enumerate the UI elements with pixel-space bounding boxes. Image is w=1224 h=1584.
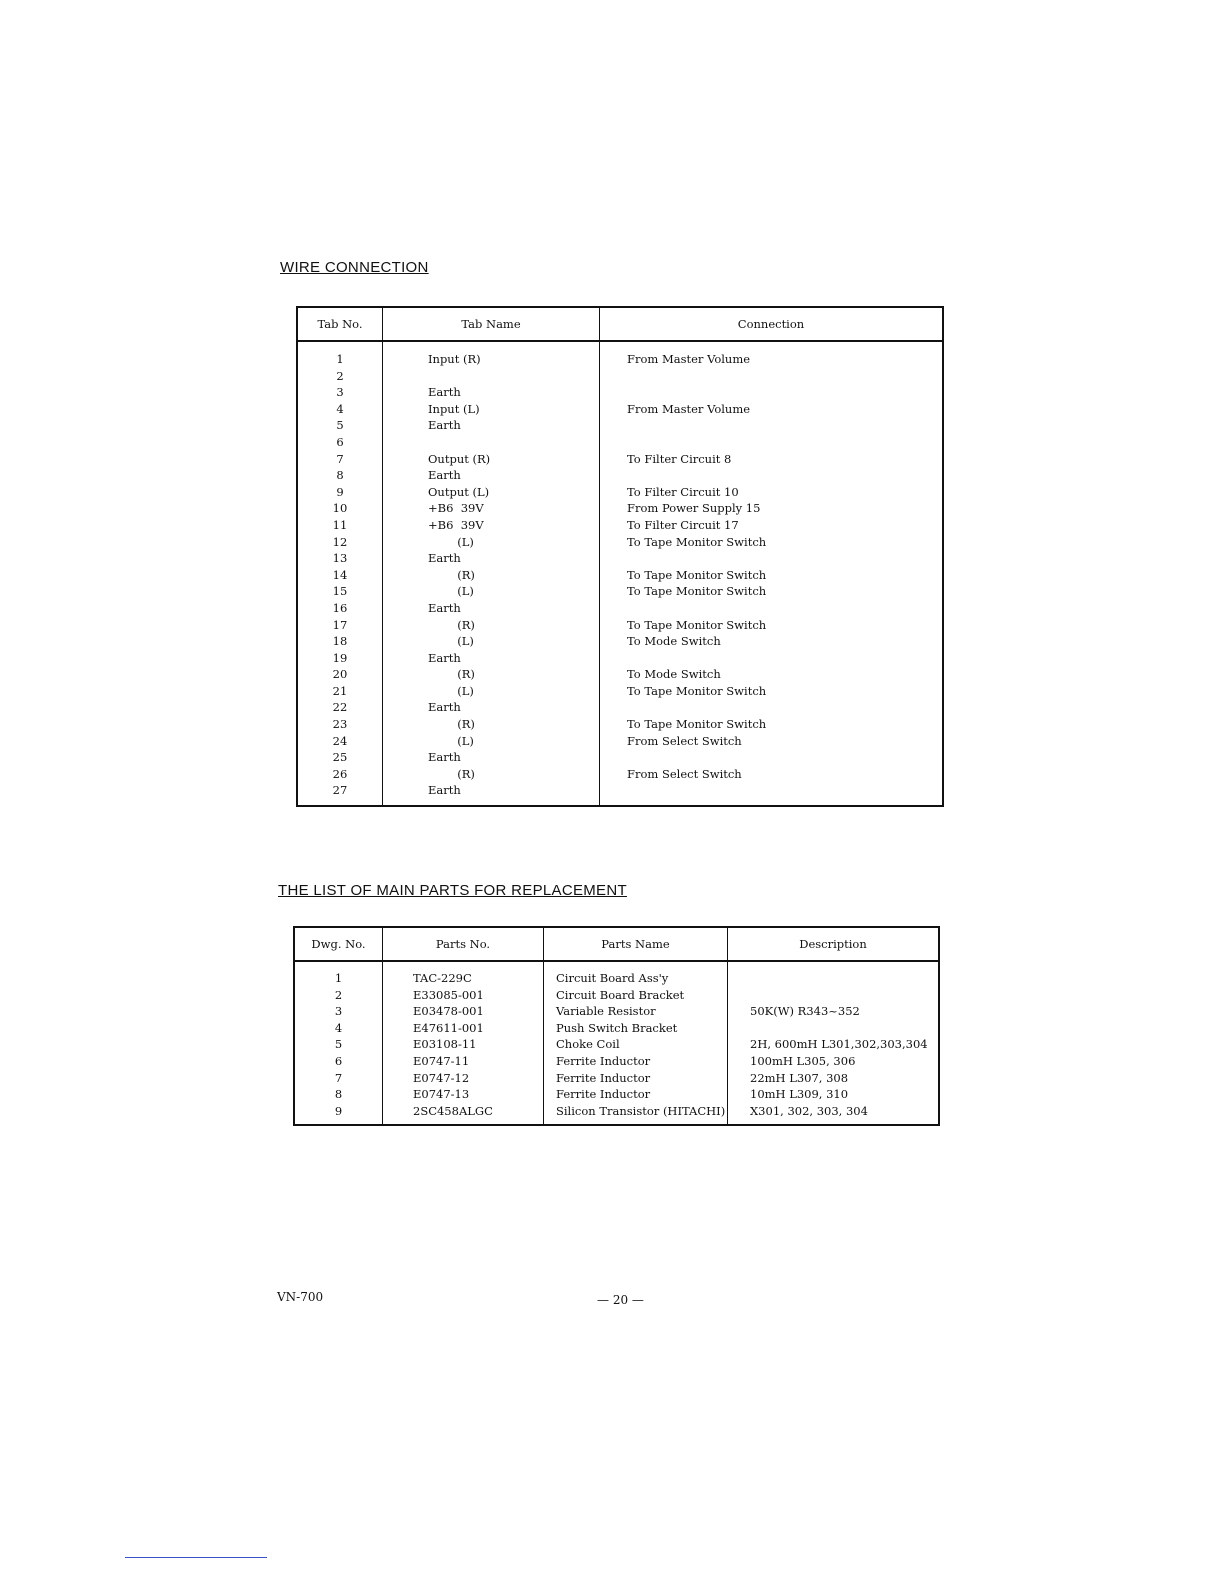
parts-name-cell: Choke Coil [544,1036,728,1053]
table-row [294,961,939,987]
connection-cell [600,699,944,716]
connection-cell: To Tape Monitor Switch [600,683,944,700]
tab-no-cell: 21 [332,683,348,698]
tab-no-cell: 26 [332,766,348,781]
table-row [297,368,943,385]
table-row [297,666,943,683]
tab-no-cell: 25 [332,750,348,765]
parts-name-cell: Ferrite Inductor [544,1070,728,1087]
table-row [297,451,943,468]
connection-cell [600,650,944,667]
table-row [297,484,943,501]
tab-name-cell: Earth [383,417,600,434]
column-header-tab-no: Tab No. [297,307,383,341]
table-row [297,384,943,401]
table-row [297,683,943,700]
tab-name-cell: Earth [383,467,600,484]
page-number: — 20 — [597,1293,644,1307]
tab-name-cell: Earth [383,749,600,766]
table-row [297,733,943,750]
tab-no-cell: 19 [332,650,348,665]
tab-no-cell: 20 [332,667,348,682]
table-row [297,766,943,783]
connection-cell [600,749,944,766]
table-row [297,500,943,517]
dwg-no-cell: 1 [334,971,343,985]
connection-cell: From Master Volume [600,341,944,368]
table-row [297,341,943,368]
description-cell [728,1020,940,1037]
table-row [297,417,943,434]
connection-cell: From Select Switch [600,766,944,783]
connection-cell: From Master Volume [600,401,944,418]
table-row [297,434,943,451]
description-cell: X301, 302, 303, 304 [728,1103,940,1126]
parts-no-cell: 2SC458ALGC [383,1103,544,1126]
table-row [297,782,943,806]
tab-name-cell: Input (R) [383,341,600,368]
tab-no-cell: 13 [332,551,348,566]
table-row [294,1086,939,1103]
table-row [297,517,943,534]
tab-name-cell: Earth [383,782,600,806]
connection-cell [600,368,944,385]
dwg-no-cell: 3 [334,1004,343,1019]
tab-name-cell [383,368,600,385]
table-row [297,534,943,551]
tab-name-cell: (L) [383,683,600,700]
column-header-dwg-no: Dwg. No. [294,927,383,961]
table-row [297,401,943,418]
tab-name-cell [383,434,600,451]
dwg-no-cell: 7 [334,1070,343,1085]
table-row [294,1053,939,1070]
column-header-description: Description [728,927,940,961]
table-row [297,567,943,584]
parts-list-body [294,961,939,1125]
tab-name-cell: (R) [383,617,600,634]
parts-name-cell: Ferrite Inductor [544,1053,728,1070]
wire-connection-table [296,306,944,807]
table-row [297,699,943,716]
description-cell: 2H, 600mH L301,302,303,304 [728,1036,940,1053]
connection-cell [600,384,944,401]
tab-name-cell: Earth [383,600,600,617]
tab-name-cell: (L) [383,733,600,750]
parts-name-cell: Variable Resistor [544,1003,728,1020]
tab-no-cell: 1 [336,352,344,366]
tab-name-cell: Output (L) [383,484,600,501]
connection-cell: From Power Supply 15 [600,500,944,517]
parts-no-cell: E47611-001 [383,1020,544,1037]
table-header-row [297,307,943,341]
column-header-parts-no: Parts No. [383,927,544,961]
tab-no-cell: 5 [336,418,344,433]
connection-cell: To Tape Monitor Switch [600,534,944,551]
description-cell [728,961,940,987]
dwg-no-cell: 8 [334,1087,343,1102]
tab-no-cell: 2 [336,368,344,383]
parts-name-cell: Ferrite Inductor [544,1086,728,1103]
table-row [297,633,943,650]
tab-no-cell: 15 [332,584,348,599]
tab-no-cell: 4 [336,401,344,416]
table-row [294,1036,939,1053]
tab-no-cell: 27 [332,783,348,798]
tab-no-cell: 14 [332,567,348,582]
parts-no-cell: E03478-001 [383,1003,544,1020]
parts-list-title: THE LIST OF MAIN PARTS FOR REPLACEMENT [278,882,627,899]
connection-cell: To Mode Switch [600,666,944,683]
tab-name-cell: +B6 39V [383,517,600,534]
tab-no-cell: 9 [336,484,344,499]
table-row [297,550,943,567]
dwg-no-cell: 9 [334,1103,343,1118]
connection-cell [600,600,944,617]
tab-no-cell: 18 [332,634,348,649]
tab-name-cell: Earth [383,650,600,667]
tab-no-cell: 23 [332,717,348,732]
tab-name-cell: Input (L) [383,401,600,418]
parts-name-cell: Push Switch Bracket [544,1020,728,1037]
column-header-tab-name: Tab Name [383,307,600,341]
table-row [297,650,943,667]
parts-name-cell: Silicon Transistor (HITACHI) [544,1103,728,1126]
table-header-row [294,927,939,961]
column-header-connection: Connection [600,307,944,341]
column-header-parts-name: Parts Name [544,927,728,961]
tab-no-cell: 22 [332,700,348,715]
tab-name-cell: Earth [383,384,600,401]
table-row [294,1103,939,1126]
description-cell [728,987,940,1004]
description-cell: 22mH L307, 308 [728,1070,940,1087]
connection-cell: To Tape Monitor Switch [600,567,944,584]
connection-cell: To Tape Monitor Switch [600,583,944,600]
table-row [297,600,943,617]
tab-no-cell: 7 [336,451,344,466]
tab-name-cell: Earth [383,550,600,567]
tab-name-cell: (R) [383,716,600,733]
tab-no-cell: 8 [336,468,344,483]
table-row [294,987,939,1004]
table-row [294,1020,939,1037]
dwg-no-cell: 4 [334,1020,343,1035]
connection-cell: To Filter Circuit 17 [600,517,944,534]
wire-connection-title: WIRE CONNECTION [280,259,429,276]
table-row [297,716,943,733]
tab-name-cell: Output (R) [383,451,600,468]
connection-cell: To Tape Monitor Switch [600,617,944,634]
connection-cell: To Tape Monitor Switch [600,716,944,733]
footer-model-number: VN-700 [277,1290,324,1304]
parts-no-cell: E0747-12 [383,1070,544,1087]
tab-name-cell: (R) [383,567,600,584]
parts-name-cell: Circuit Board Ass'y [544,961,728,987]
table-row [294,1003,939,1020]
tab-name-cell: +B6 39V [383,500,600,517]
tab-name-cell: (L) [383,633,600,650]
description-cell: 10mH L309, 310 [728,1086,940,1103]
tab-no-cell: 6 [336,434,344,449]
connection-cell: To Filter Circuit 8 [600,451,944,468]
table-row [297,467,943,484]
parts-no-cell: E33085-001 [383,987,544,1004]
connection-cell [600,417,944,434]
tab-no-cell: 10 [332,501,348,516]
connection-cell [600,467,944,484]
tab-name-cell: (R) [383,766,600,783]
dwg-no-cell: 5 [334,1037,343,1052]
tab-no-cell: 16 [332,600,348,615]
description-cell: 100mH L305, 306 [728,1053,940,1070]
tab-name-cell: (L) [383,583,600,600]
table-row [297,749,943,766]
tab-no-cell: 3 [336,385,344,400]
table-row [297,583,943,600]
connection-cell [600,782,944,806]
table-row [297,617,943,634]
parts-no-cell: TAC-229C [383,961,544,987]
tab-no-cell: 11 [332,517,348,532]
table-row [294,1070,939,1087]
tab-no-cell: 12 [332,534,348,549]
parts-name-cell: Circuit Board Bracket [544,987,728,1004]
tab-name-cell: (R) [383,666,600,683]
tab-no-cell: 24 [332,733,348,748]
connection-cell [600,550,944,567]
footer-divider [125,1557,267,1558]
wire-connection-body [297,341,943,806]
tab-no-cell: 17 [332,617,348,632]
parts-no-cell: E0747-11 [383,1053,544,1070]
parts-no-cell: E03108-11 [383,1036,544,1053]
dwg-no-cell: 2 [334,987,343,1002]
tab-name-cell: Earth [383,699,600,716]
connection-cell [600,434,944,451]
tab-name-cell: (L) [383,534,600,551]
dwg-no-cell: 6 [334,1053,343,1068]
description-cell: 50K(W) R343~352 [728,1003,940,1020]
parts-no-cell: E0747-13 [383,1086,544,1103]
connection-cell: From Select Switch [600,733,944,750]
connection-cell: To Filter Circuit 10 [600,484,944,501]
parts-list-table [293,926,940,1126]
connection-cell: To Mode Switch [600,633,944,650]
